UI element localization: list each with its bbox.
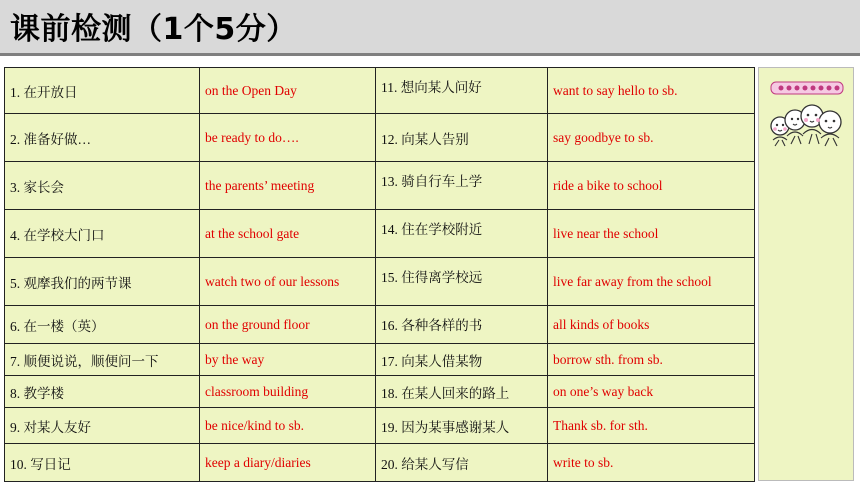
chinese-phrase: 15. 住得离学校远: [376, 258, 548, 306]
english-phrase: be nice/kind to sb.: [200, 408, 376, 444]
table-row: [5, 258, 755, 306]
english-phrase: live near the school: [548, 210, 755, 258]
english-phrase: ride a bike to school: [548, 162, 755, 210]
chinese-phrase: 4. 在学校大门口: [5, 210, 200, 258]
cartoon-figures-icon: [767, 74, 847, 162]
chinese-phrase: 8. 教学楼: [5, 376, 200, 408]
english-phrase: by the way: [200, 344, 376, 376]
table-row: [5, 210, 755, 258]
chinese-phrase: 12. 向某人告别: [376, 114, 548, 162]
chinese-phrase: 14. 住在学校附近: [376, 210, 548, 258]
english-phrase: live far away from the school: [548, 258, 755, 306]
english-phrase: watch two of our lessons: [200, 258, 376, 306]
english-phrase: be ready to do….: [200, 114, 376, 162]
english-phrase: the parents’ meeting: [200, 162, 376, 210]
chinese-phrase: 1. 在开放日: [5, 68, 200, 114]
vocabulary-table: [4, 67, 755, 482]
chinese-phrase: 17. 向某人借某物: [376, 344, 548, 376]
english-phrase: Thank sb. for sth.: [548, 408, 755, 444]
table-row: [5, 68, 755, 114]
title-bar: [0, 0, 860, 53]
table-row: [5, 114, 755, 162]
chinese-phrase: 19. 因为某事感谢某人: [376, 408, 548, 444]
chinese-phrase: 2. 准备好做…: [5, 114, 200, 162]
table-row: [5, 444, 755, 482]
english-phrase: borrow sth. from sb.: [548, 344, 755, 376]
english-phrase: on the Open Day: [200, 68, 376, 114]
table-row: [5, 408, 755, 444]
chinese-phrase: 10. 写日记: [5, 444, 200, 482]
english-phrase: keep a diary/diaries: [200, 444, 376, 482]
page-title: 课前检测（1个5分）: [10, 12, 297, 47]
english-phrase: on one’s way back: [548, 376, 755, 408]
table-row: [5, 306, 755, 344]
english-phrase: classroom building: [200, 376, 376, 408]
chinese-phrase: 7. 顺便说说，顺便问一下: [5, 344, 200, 376]
chinese-phrase: 5. 观摩我们的两节课: [5, 258, 200, 306]
title-divider: [0, 53, 860, 56]
english-phrase: at the school gate: [200, 210, 376, 258]
table-row: [5, 376, 755, 408]
english-phrase: on the ground floor: [200, 306, 376, 344]
chinese-phrase: 20. 给某人写信: [376, 444, 548, 482]
english-phrase: all kinds of books: [548, 306, 755, 344]
chinese-phrase: 11. 想向某人问好: [376, 68, 548, 114]
chinese-phrase: 3. 家长会: [5, 162, 200, 210]
english-phrase: write to sb.: [548, 444, 755, 482]
table-row: [5, 344, 755, 376]
chinese-phrase: 9. 对某人友好: [5, 408, 200, 444]
english-phrase: want to say hello to sb.: [548, 68, 755, 114]
chinese-phrase: 13. 骑自行车上学: [376, 162, 548, 210]
table-row: [5, 162, 755, 210]
english-phrase: say goodbye to sb.: [548, 114, 755, 162]
chinese-phrase: 18. 在某人回来的路上: [376, 376, 548, 408]
chinese-phrase: 16. 各种各样的书: [376, 306, 548, 344]
side-decoration-panel: [758, 67, 854, 481]
chinese-phrase: 6. 在一楼（英）: [5, 306, 200, 344]
